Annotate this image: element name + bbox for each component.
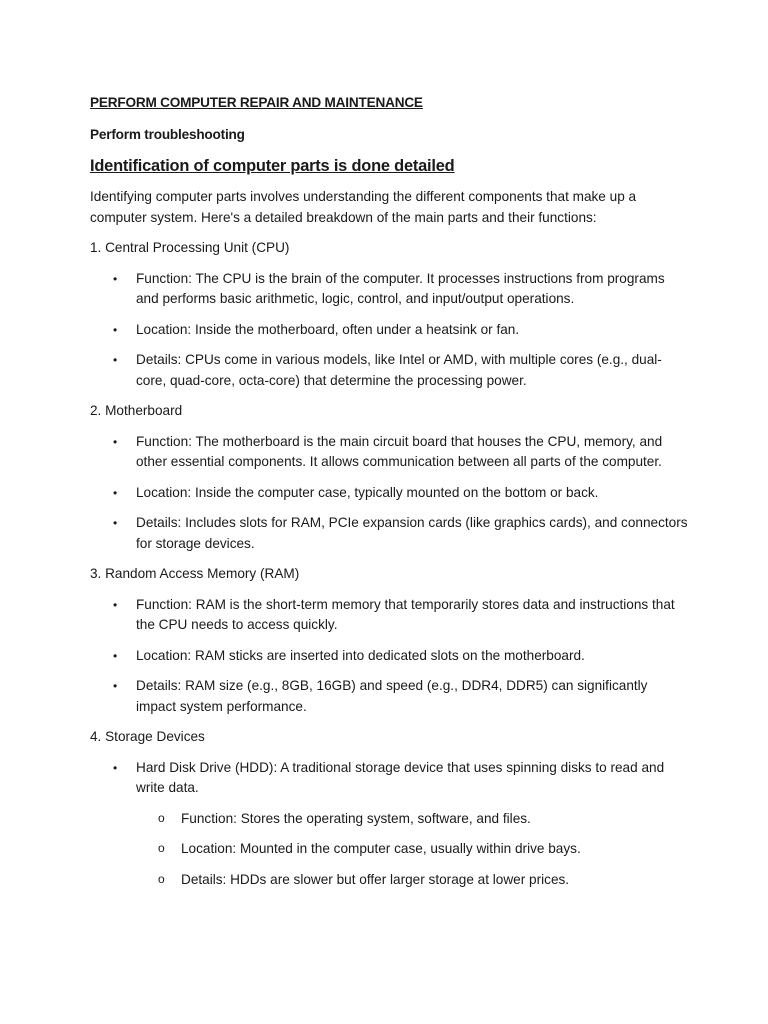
list-item-text: Location: Inside the motherboard, often under a heatsink or fan. [136,321,520,337]
sub-list-item-text: Function: Stores the operating system, software, and files. [181,810,531,826]
bullet-icon: • [113,434,118,449]
list-item [90,758,688,799]
section-heading: Identification of computer parts is done detailed [90,157,455,175]
list-item-text: Location: RAM sticks are inserted into dedicated slots on the motherboard. [136,647,585,663]
bullet-icon: • [113,485,118,500]
list-item-text: Details: RAM size (e.g., 8GB, 16GB) and speed (e.g., DDR4, DDR5) can significantly impact system performance. [136,678,648,714]
section-title-motherboard: 2. Motherboard [90,403,183,418]
list-item-text: Function: The CPU is the brain of the computer. It processes instructions from programs and performs basic arithmetic, logic, control, and input/output operations. [136,270,665,306]
section-title-ram: 3. Random Access Memory (RAM) [90,566,300,581]
bullet-icon: • [113,760,118,775]
sub-list-item-text: Details: HDDs are slower but offer larger storage at lower prices. [181,871,570,887]
list-item [90,676,688,717]
section-title-cpu: 1. Central Processing Unit (CPU) [90,240,290,255]
list-item [90,320,688,341]
hdd-sub-list [90,809,688,891]
section-title-storage: 4. Storage Devices [90,729,205,744]
ram-bullet-list [90,595,688,718]
list-item [90,646,688,667]
sub-bullet-icon: o [158,810,165,825]
list-item-text: Location: Inside the computer case, typically mounted on the bottom or back. [136,484,599,500]
document-title: PERFORM COMPUTER REPAIR AND MAINTENANCE [90,95,423,110]
list-item [90,350,688,391]
bullet-icon: • [113,271,118,286]
bullet-icon: • [113,353,118,367]
list-item [90,595,688,636]
bullet-icon: • [113,516,118,530]
list-item-text: Function: RAM is the short-term memory that temporarily stores data and instructions that the CPU needs to access quickly. [136,596,675,632]
document-subtitle: Perform troubleshooting [90,126,245,142]
list-item-text: Details: Includes slots for RAM, PCIe expansion cards (like graphics cards), and connectors for storage devices. [136,515,688,551]
list-item [90,269,688,310]
list-item [90,483,688,504]
motherboard-bullet-list [90,432,688,555]
list-item-text: Details: CPUs come in various models, like Intel or AMD, with multiple cores (e.g., dual-core, quad-core, octa-core) that determine the processing power. [136,352,662,388]
sub-bullet-icon: o [158,871,165,886]
list-item [90,513,688,554]
sub-list-item [90,809,688,830]
bullet-icon: • [113,648,118,663]
list-item-text: Hard Disk Drive (HDD): A traditional storage device that uses spinning disks to read and write data. [136,759,665,795]
bullet-icon: • [113,322,118,337]
bullet-icon: • [113,597,118,612]
list-item [90,432,688,473]
storage-bullet-list [90,758,688,799]
cpu-bullet-list [90,269,688,392]
sub-list-item [90,870,688,891]
bullet-icon: • [113,679,118,693]
sub-list-item-text: Location: Mounted in the computer case, usually within drive bays. [181,841,581,856]
list-item-text: Function: The motherboard is the main circuit board that houses the CPU, memory, and other essential components. It allows communication between all parts of the computer. [136,433,663,469]
sub-bullet-icon: o [158,841,165,855]
intro-paragraph: Identifying computer parts involves understanding the different components that make up a computer system. Here's a detailed breakdown of the main parts and their functions: [90,189,637,225]
sub-list-item [90,839,688,860]
